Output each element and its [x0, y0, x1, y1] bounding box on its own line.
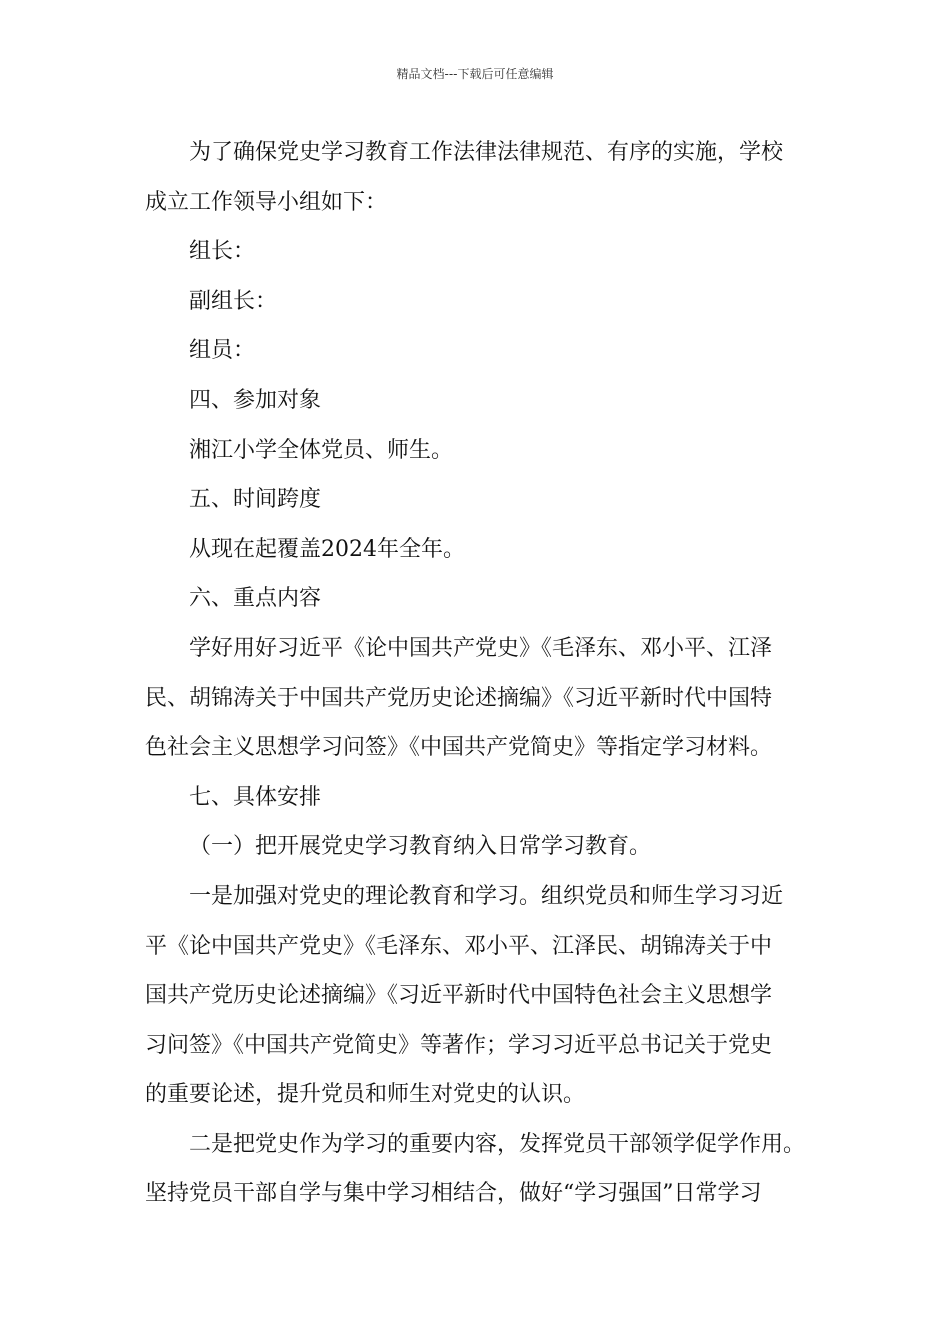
text-line: 民、胡锦涛关于中国共产党历史论述摘编》《习近平新时代中国特 [145, 685, 773, 711]
document-body [145, 128, 815, 1219]
text-line: 湘江小学全体党员、师生。 [189, 437, 454, 463]
text-line: 六、重点内容 [189, 586, 322, 612]
text-line: 学好用好习近平《论中国共产党史》《毛泽东、邓小平、江泽 [189, 635, 773, 661]
text-line: 组员： [189, 338, 256, 364]
text-line: 副组长： [189, 288, 278, 314]
text-line: 坚持党员干部自学与集中学习相结合，做好“学习强国”日常学习 [145, 1181, 762, 1207]
text-line: 为了确保党史学习教育工作法律法律规范、有序的实施，学校 [189, 140, 784, 165]
text-line: （一）把开展党史学习教育纳入日常学习教育。 [189, 834, 652, 860]
page-header: 精品文档---下载后可任意编辑 [396, 67, 554, 81]
text-line: 一是加强对党史的理论教育和学习。组织党员和师生学习习近 [189, 883, 784, 909]
text-line: 五、时间跨度 [189, 487, 322, 513]
text-line: 七、具体安排 [189, 784, 322, 810]
text-line: 的重要论述，提升党员和师生对党史的认识。 [145, 1082, 586, 1108]
text-line: 平《论中国共产党史》《毛泽东、邓小平、江泽民、胡锦涛关于中 [145, 933, 773, 959]
text-line: 组长： [189, 239, 256, 265]
text-line: 国共产党历史论述摘编》《习近平新时代中国特色社会主义思想学 [145, 983, 773, 1009]
text-line: 习问签》《中国共产党简史》等著作；学习习近平总书记关于党史 [145, 1032, 773, 1058]
text-line: 从现在起覆盖2024年全年。 [189, 536, 465, 562]
text-line: 色社会主义思想学习问签》《中国共产党简史》等指定学习材料。 [145, 735, 773, 761]
text-line: 二是把党史作为学习的重要内容，发挥党员干部领学促学作用。 [189, 1131, 806, 1157]
text-line: 成立工作领导小组如下： [145, 189, 388, 215]
text-line: 四、参加对象 [189, 387, 322, 413]
